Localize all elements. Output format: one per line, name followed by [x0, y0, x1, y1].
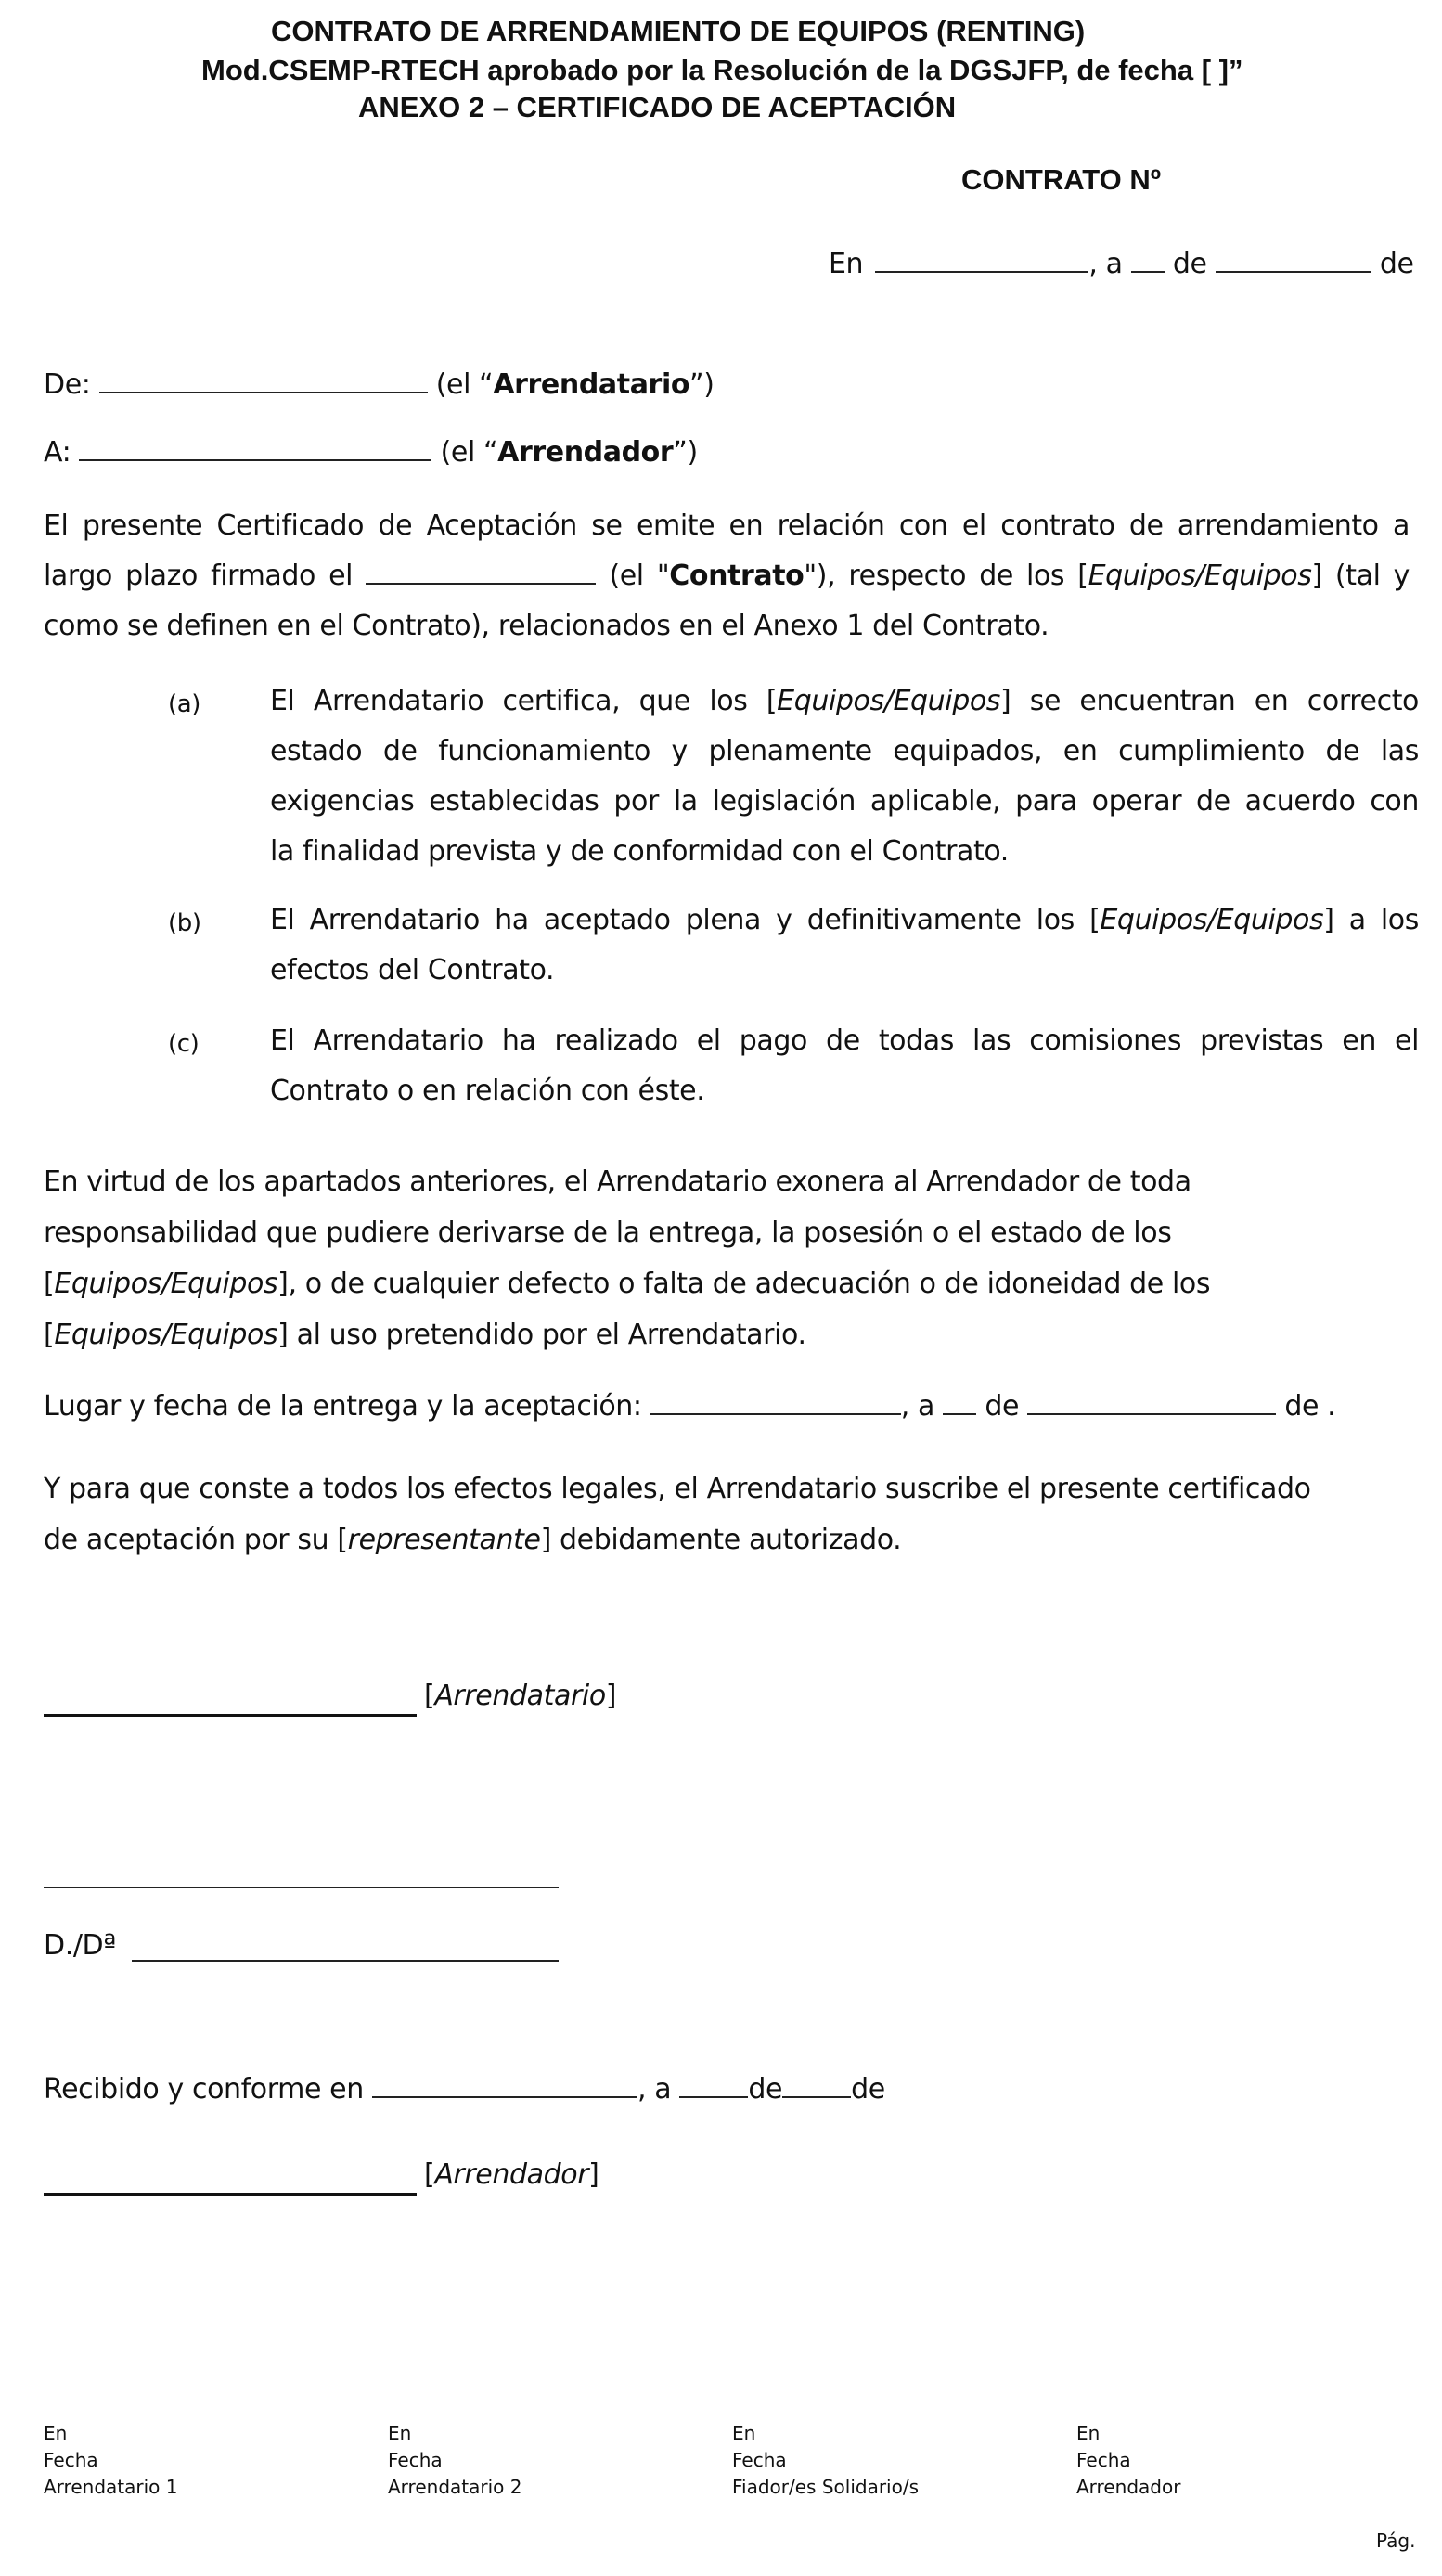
- footer-role: Arrendatario 2: [388, 2476, 522, 2498]
- from-label: De:: [44, 368, 91, 401]
- closing-l2-a: de aceptación por su [: [44, 1524, 348, 1556]
- item-a-label: (a): [168, 690, 201, 718]
- intro-l2-c: "), respecto de los [: [804, 560, 1088, 592]
- recibido-day-blank: [679, 2072, 748, 2098]
- item-b-line-1: [270, 895, 1419, 946]
- date-place-blank: [875, 247, 1088, 273]
- footer-column-1: [44, 2420, 177, 2501]
- footer-role: Arrendatario 1: [44, 2476, 178, 2498]
- recibido-de-1: de: [748, 2073, 783, 2106]
- intro-l2-bold: Contrato: [669, 560, 805, 592]
- exoneration-l3-italic: Equipos/Equipos: [54, 1268, 278, 1300]
- exoneration-line-1: En virtud de los apartados anteriores, el Arrendatario exonera al Arrendador de toda: [44, 1166, 1191, 1198]
- footer-en: En: [44, 2422, 68, 2444]
- exoneration-l4-italic: Equipos/Equipos: [54, 1319, 278, 1351]
- recibido-place-blank: [372, 2072, 637, 2098]
- date-de-2: de: [1379, 248, 1414, 280]
- footer-role: Arrendador: [1076, 2476, 1181, 2498]
- footer-role: Fiador/es Solidario/s: [732, 2476, 920, 2498]
- to-role: Arrendador: [497, 436, 674, 469]
- recibido-label: Recibido y conforme en: [44, 2073, 364, 2106]
- closing-line-1: Y para que conste a todos los efectos legales, el Arrendatario suscribe el presente certificado: [44, 1473, 1311, 1505]
- recibido-line: [44, 2072, 885, 2107]
- exoneration-l3-b: ], o de cualquier defecto o falta de adecuación o de idoneidad de los: [277, 1268, 1211, 1300]
- closing-line-2: [44, 1514, 1311, 1565]
- date-a: , a: [1088, 248, 1123, 280]
- place-date-line: [44, 1389, 1335, 1424]
- footer-en: En: [732, 2422, 756, 2444]
- item-a-l1-b: ] se encuentran en correcto: [1000, 685, 1420, 717]
- footer-fecha: Fecha: [44, 2449, 98, 2471]
- dd-label: D./Dª: [44, 1929, 116, 1962]
- place-day-blank: [943, 1389, 976, 1415]
- exoneration-line-2: responsabilidad que pudiere derivarse de la entrega, la posesión o el estado de los: [44, 1217, 1172, 1249]
- exoneration-line-4: [44, 1309, 1210, 1360]
- from-suffix-open: (el “: [435, 368, 494, 401]
- title-line-3: ANEXO 2 – CERTIFICADO DE ACEPTACIÓN: [358, 91, 957, 123]
- place-date-a: , a: [900, 1390, 935, 1423]
- item-b-l1-italic: Equipos/Equipos: [1100, 904, 1324, 936]
- title-line-2: Mod.CSEMP-RTECH aprobado por la Resolución de la DGSJFP, de fecha [ ]”: [201, 54, 1243, 86]
- from-blank: [99, 367, 428, 393]
- name-signature-line: [44, 1887, 559, 1888]
- item-c-label: (c): [168, 1030, 200, 1058]
- item-a-line-1: [270, 676, 1419, 727]
- arrendador-signature-line: [44, 2193, 417, 2196]
- date-de-1: de: [1172, 248, 1207, 280]
- intro-l2-italic: Equipos/Equipos: [1088, 560, 1312, 592]
- exoneration-l4-a: [: [44, 1319, 55, 1351]
- item-b-label: (b): [168, 909, 201, 937]
- intro-l2-a: largo plazo firmado el: [44, 560, 354, 592]
- recibido-a: , a: [637, 2073, 672, 2106]
- place-blank: [650, 1389, 901, 1415]
- place-month-blank: [1027, 1389, 1276, 1415]
- footer-column-4: [1076, 2420, 1180, 2501]
- footer-en: En: [1076, 2422, 1101, 2444]
- to-blank: [79, 435, 431, 461]
- arrendador-signature-label: [Arrendador]: [424, 2158, 599, 2191]
- place-date-label: Lugar y fecha de la entrega y la aceptación:: [44, 1390, 642, 1423]
- item-a-l1-italic: Equipos/Equipos: [777, 685, 1001, 717]
- item-a-line-2: estado de funcionamiento y plenamente equipados, en cumplimiento de las: [270, 735, 1419, 767]
- intro-l2-b: (el ": [609, 560, 670, 592]
- date-line: [829, 247, 1414, 282]
- intro-line-1: El presente Certificado de Aceptación se emite en relación con el contrato de arrendamiento a: [44, 509, 1410, 542]
- closing-l2-b: ] debidamente autorizado.: [540, 1524, 902, 1556]
- intro-line-2: [44, 551, 1410, 601]
- exoneration-l4-b: ] al uso pretendido por el Arrendatario.: [277, 1319, 806, 1351]
- exoneration-l3-a: [: [44, 1268, 55, 1300]
- to-suffix-close: ”): [673, 436, 698, 469]
- from-suffix-close: ”): [689, 368, 715, 401]
- contract-number-label: CONTRATO Nº: [961, 163, 1162, 196]
- date-month-blank: [1216, 247, 1371, 273]
- footer-fecha: Fecha: [1076, 2449, 1131, 2471]
- intro-paragraph: [44, 501, 1410, 651]
- item-a-line-3: exigencias establecidas por la legislación aplicable, para operar de acuerdo con: [270, 785, 1419, 818]
- intro-line-3: como se definen en el Contrato), relacionados en el Anexo 1 del Contrato.: [44, 610, 1049, 642]
- intro-l2-d: ] (tal y: [1311, 560, 1410, 592]
- page-number-label: Pág.: [1376, 2530, 1416, 2552]
- footer-column-3: [732, 2420, 919, 2501]
- exoneration-line-3: [44, 1258, 1210, 1309]
- footer-en: En: [388, 2422, 412, 2444]
- to-label: A:: [44, 436, 71, 469]
- footer-fecha: Fecha: [732, 2449, 787, 2471]
- arrendatario-signature-line: [44, 1714, 417, 1717]
- place-date-de-2: de .: [1284, 1390, 1336, 1423]
- item-b-l1-a: El Arrendatario ha aceptado plena y definitivamente los [: [270, 904, 1101, 936]
- date-day-blank: [1131, 247, 1165, 273]
- item-a-line-4: la finalidad prevista y de conformidad con el Contrato.: [270, 835, 1009, 868]
- recibido-de-2: de: [851, 2073, 885, 2106]
- from-role: Arrendatario: [493, 368, 690, 401]
- item-b-l1-b: ] a los: [1323, 904, 1419, 936]
- from-line: [44, 367, 715, 403]
- item-c-text: [270, 1016, 1419, 1116]
- arrendatario-signature-label: [Arrendatario]: [424, 1680, 617, 1712]
- item-c-line-2: Contrato o en relación con éste.: [270, 1075, 705, 1107]
- dd-line: [132, 1960, 559, 1962]
- place-date-de-1: de: [985, 1390, 1020, 1423]
- item-c-line-1: El Arrendatario ha realizado el pago de todas las comisiones previstas en el: [270, 1024, 1419, 1057]
- item-a-text: [270, 676, 1419, 877]
- closing-l2-italic: representante: [347, 1524, 541, 1556]
- to-line: [44, 435, 698, 470]
- to-suffix-open: (el “: [440, 436, 498, 469]
- arrendador-role: Arrendador: [434, 2158, 589, 2191]
- title-line-1: CONTRATO DE ARRENDAMIENTO DE EQUIPOS (RENTING): [271, 15, 1086, 47]
- arrendatario-role: Arrendatario: [434, 1680, 606, 1712]
- item-b-line-2: efectos del Contrato.: [270, 954, 555, 986]
- contract-date-blank: [366, 559, 596, 585]
- recibido-month-blank: [782, 2072, 851, 2098]
- item-b-text: [270, 895, 1419, 996]
- exoneration-paragraph: [44, 1156, 1210, 1360]
- footer-column-2: [388, 2420, 521, 2501]
- closing-paragraph: [44, 1463, 1311, 1565]
- date-en: En: [829, 248, 864, 280]
- item-a-l1-a: El Arrendatario certifica, que los [: [270, 685, 778, 717]
- footer-fecha: Fecha: [388, 2449, 443, 2471]
